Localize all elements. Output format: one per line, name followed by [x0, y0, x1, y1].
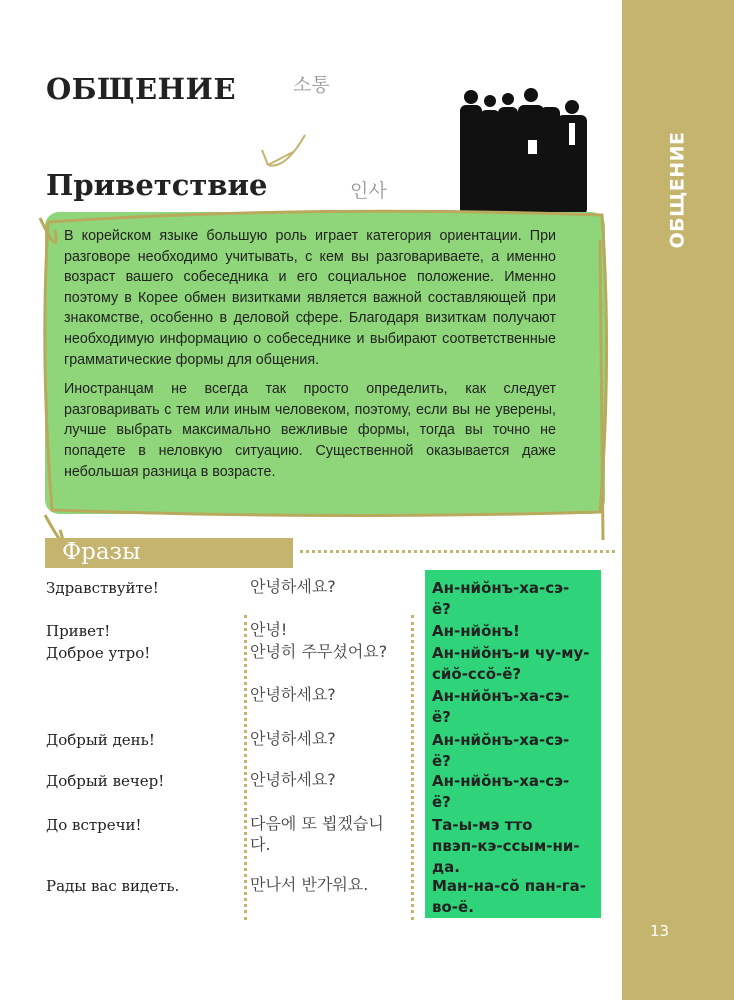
phrase-transcription: Ан-нйŏнъ-ха-сэ-ё? [432, 772, 570, 811]
phrase-russian: Рады вас видеть. [46, 877, 180, 895]
phrase-korean: 안녕히 주무셨어요? [250, 642, 388, 661]
section-title-korean: 인사 [350, 180, 387, 202]
phrases-header [45, 538, 293, 568]
phrase-korean: 안녕! [250, 620, 288, 639]
phrase-korean: 안녕하세요? [250, 729, 336, 748]
phrase-russian: До встречи! [46, 816, 142, 834]
phrase-transcription: Та-ы-мэ тто пвэп-кэ-ссым-ни-да. [432, 816, 580, 876]
phrase-transcription: Ан-нйŏнъ-ха-сэ-ё? [432, 687, 570, 726]
phrase-korean: 안녕하세요? [250, 577, 336, 596]
chapter-title: ОБЩЕНИЕ [46, 72, 237, 106]
dotted-column-divider [411, 615, 414, 920]
phrase-russian: Добрый день! [46, 731, 155, 749]
page-number: 13 [650, 922, 670, 940]
chapter-title-korean: 소통 [293, 74, 330, 96]
intro-paragraph: Иностранцам не всегда так просто определить, как следует разговаривать с тем или иным человеком, поэтому, если вы не уверены, лучше выбрать максимально вежливые формы, тогда вы точно не попадете в неловкую ситуацию. Существенной оказывается даже небольшая разница в возрасте. [64, 381, 556, 480]
phrase-korean: 안녕하세요? [250, 770, 336, 789]
phrase-transcription: Ан-нйŏнъ! [432, 622, 520, 640]
phrase-transcription: Ан-нйŏнъ-и чу-му-сйŏ-ссŏ-ё? [432, 644, 590, 683]
phrase-korean: 다음에 또 뵙겠습니다. [250, 814, 384, 854]
phrase-transcription: Ан-нйŏнъ-ха-сэ-ё? [432, 731, 570, 770]
phrases-title: Фразы [62, 539, 141, 565]
dotted-divider [300, 550, 615, 553]
phrase-russian: Здравствуйте! [46, 579, 159, 597]
phrase-korean: 만나서 반가워요. [250, 875, 369, 894]
phrase-russian: Привет! [46, 622, 111, 640]
section-title: Приветствие [46, 168, 268, 202]
intro-text [64, 226, 556, 491]
dotted-column-divider [244, 615, 247, 920]
phrase-korean: 안녕하세요? [250, 685, 336, 704]
sidebar-title-text: ОБЩЕНИЕ [667, 131, 689, 249]
phrase-russian: Доброе утро! [46, 644, 151, 662]
phrase-transcription: Ман-на-сŏ пан-га-во-ё. [432, 877, 587, 916]
phrase-transcription: Ан-нйŏнъ-ха-сэ-ё? [432, 579, 570, 618]
chapter-sidebar-title [628, 131, 728, 249]
intro-paragraph: В корейском языке большую роль играет категория ориентации. При разговоре необходимо учитывать, с кем вы разговариваете, а именно возраст вашего собеседника и его социальное положение. Именно поэтому в Корее обмен визитками является важной составляющей при знакомстве, особенно в деловой сфере. Благодаря визиткам получают необходимую информацию о собеседнике и выбирают соответственные грамматические формы для общения. [64, 228, 556, 368]
phrase-russian: Добрый вечер! [46, 772, 165, 790]
